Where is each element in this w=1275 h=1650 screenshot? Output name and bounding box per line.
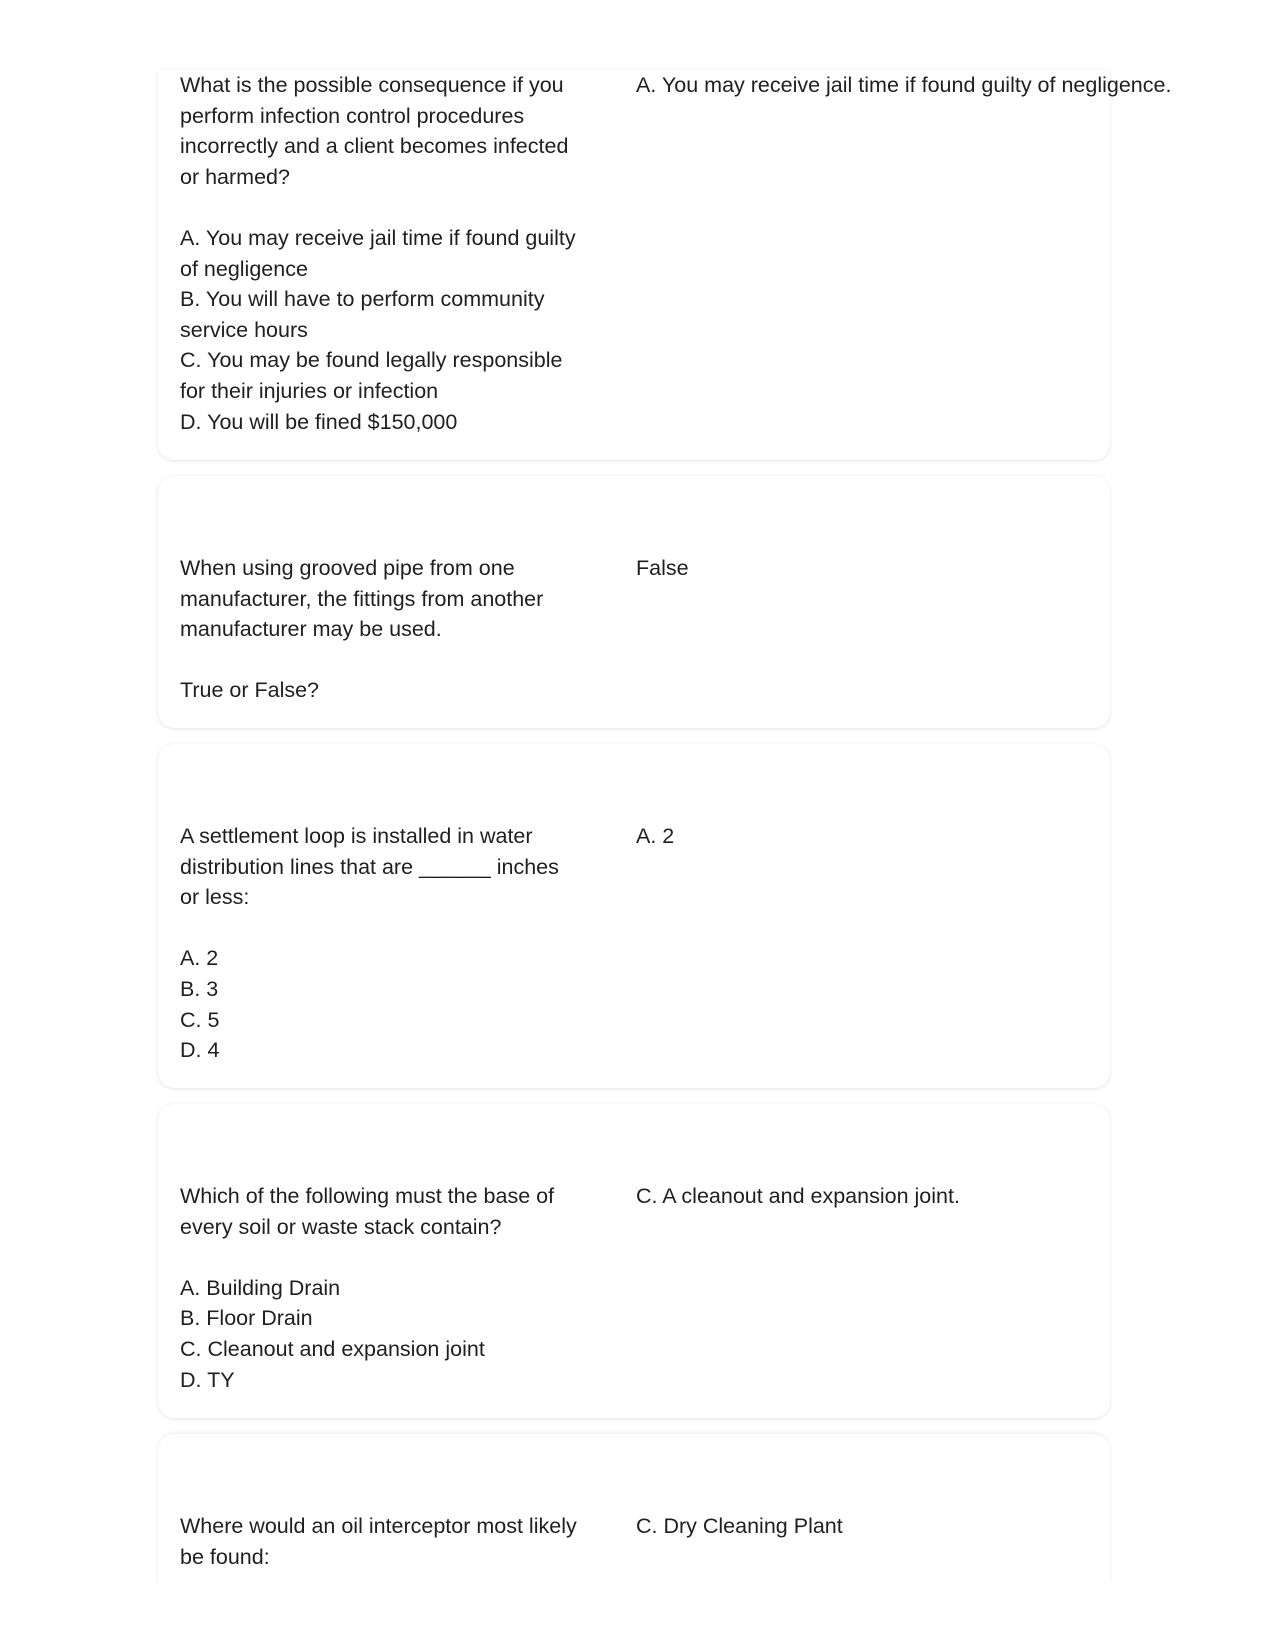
flashcard [158,70,1172,460]
flashcard-definition: C. Dry Cleaning Plant [636,1514,843,1538]
flashcard [158,1434,1110,1582]
flashcard-term: When using grooved pipe from one manufacturer, the fittings from another manufacturer may be used. True or False? [180,556,544,703]
flashcard [158,476,1110,728]
flashcard-term: Which of the following must the base of every soil or waste stack contain? A. Building Drain B. Floor Drain C. Cleanout and expansion joint D. TY [180,1184,555,1392]
flashcard-definition: False [636,556,689,580]
flashcard-term: Where would an oil interceptor most likely be found: [180,1514,577,1569]
flashcard-definition: A. 2 [636,824,675,848]
flashcard-definition: C. A cleanout and expansion joint. [636,1184,960,1208]
flashcard [158,744,1110,1088]
flashcard [158,1104,1110,1418]
flashcard-definition: A. You may receive jail time if found guilty of negligence. [636,73,1172,97]
flashcard-term: A settlement loop is installed in water distribution lines that are ______ inches or less: A. 2 B. 3 C. 5 D. 4 [180,824,559,1063]
flashcard-term: What is the possible consequence if you perform infection control procedures incorrectly and a client becomes infected or harmed? A. You may receive jail time if found guilty of negligence B. You will have to perform community service hours C. You may be found legally responsible for their injuries or infection D. You will be fined $150,000 [180,73,576,434]
